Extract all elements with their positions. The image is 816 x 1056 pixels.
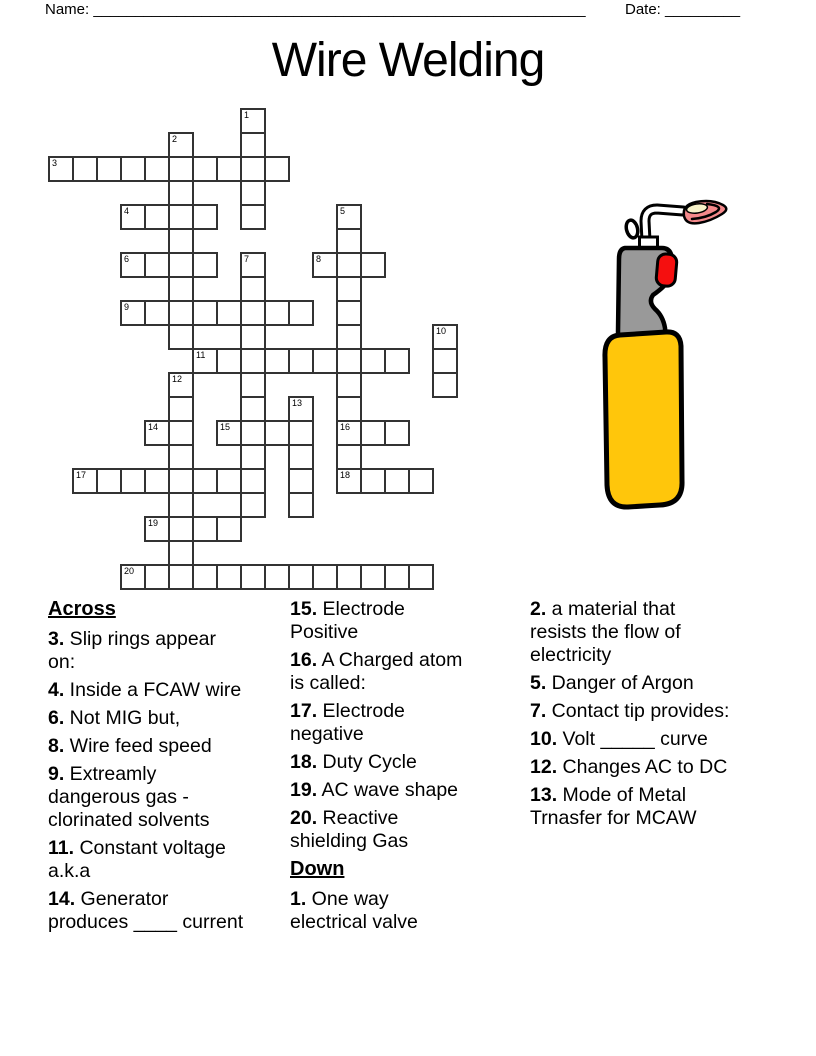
crossword-cell[interactable]	[168, 300, 194, 326]
crossword-cell[interactable]	[360, 348, 386, 374]
crossword-cell[interactable]	[312, 564, 338, 590]
clue-number: 12.	[530, 756, 558, 778]
clue-number: 20.	[290, 807, 318, 829]
crossword-cell[interactable]	[192, 204, 218, 230]
clue-6-across: 6. Not MIG but,	[48, 707, 181, 729]
clue-number: 19.	[290, 779, 318, 801]
cell-number: 11	[196, 350, 206, 360]
crossword-cell[interactable]	[72, 156, 98, 182]
crossword-cell[interactable]	[216, 156, 242, 182]
clue-number: 17.	[290, 700, 318, 722]
clue-10-down: 10. Volt _____ curve	[530, 728, 708, 750]
clue-number: 6.	[48, 707, 65, 729]
crossword-cell[interactable]	[288, 396, 314, 422]
clue-number: 16.	[290, 649, 318, 671]
crossword-cell[interactable]	[264, 420, 290, 446]
crossword-cell[interactable]	[216, 300, 242, 326]
crossword-cell[interactable]	[408, 468, 434, 494]
crossword-grid	[48, 108, 458, 590]
crossword-cell[interactable]	[336, 468, 362, 494]
clue-4-across: 4. Inside a FCAW wire	[48, 679, 242, 701]
crossword-cell[interactable]	[144, 468, 170, 494]
clue-number: 13.	[530, 784, 558, 806]
crossword-cell[interactable]	[168, 444, 194, 470]
crossword-cell[interactable]	[216, 516, 242, 542]
crossword-cell[interactable]	[336, 324, 362, 350]
cell-number: 4	[124, 206, 130, 216]
across-heading: Across	[48, 598, 116, 620]
crossword-cell[interactable]	[288, 564, 314, 590]
crossword-cell[interactable]	[120, 564, 146, 590]
crossword-cell[interactable]	[336, 228, 362, 254]
crossword-cell[interactable]	[336, 348, 362, 374]
clue-column-2	[290, 598, 470, 939]
crossword-cell[interactable]	[192, 516, 218, 542]
crossword-cell[interactable]	[240, 156, 266, 182]
cell-number: 19	[148, 518, 159, 528]
crossword-cell[interactable]	[120, 300, 146, 326]
clue-15-across: 15. Electrode Positive	[290, 598, 405, 643]
cell-number: 6	[124, 254, 130, 264]
cell-number: 12	[172, 374, 183, 384]
clue-number: 14.	[48, 888, 76, 910]
crossword-cell[interactable]	[144, 156, 170, 182]
crossword-cell[interactable]	[168, 492, 194, 518]
crossword-cell[interactable]	[168, 564, 194, 590]
crossword-cell[interactable]	[240, 276, 266, 302]
down-heading: Down	[290, 858, 345, 880]
clue-20-across: 20. Reactive shielding Gas	[290, 807, 409, 852]
crossword-cell[interactable]	[144, 564, 170, 590]
crossword-cell[interactable]	[432, 324, 458, 350]
clue-2-down: 2. a material that resists the flow of electricity	[530, 598, 681, 666]
clue-number: 18.	[290, 751, 318, 773]
clue-8-across: 8. Wire feed speed	[48, 735, 212, 757]
clue-11-across: 11. Constant voltage a.k.a	[48, 837, 226, 882]
crossword-cell[interactable]	[168, 252, 194, 278]
clue-16-across: 16. A Charged atom is called:	[290, 649, 463, 694]
crossword-cell[interactable]	[288, 300, 314, 326]
clue-19-across: 19. AC wave shape	[290, 779, 459, 801]
cell-number: 18	[340, 470, 351, 480]
crossword-cell[interactable]	[240, 468, 266, 494]
crossword-cell[interactable]	[192, 468, 218, 494]
crossword-cell[interactable]	[360, 564, 386, 590]
crossword-cell[interactable]	[72, 468, 98, 494]
name-label: Name:	[45, 1, 90, 18]
name-field	[45, 1, 586, 18]
crossword-cell[interactable]	[336, 420, 362, 446]
blow-torch-icon	[583, 193, 733, 513]
crossword-cell[interactable]	[168, 420, 194, 446]
cell-number: 10	[436, 326, 447, 336]
clue-number: 11.	[48, 837, 75, 859]
crossword-cell[interactable]	[432, 348, 458, 374]
crossword-cell[interactable]	[192, 348, 218, 374]
clue-13-down: 13. Mode of Metal Trnasfer for MCAW	[530, 784, 697, 829]
crossword-cell[interactable]	[336, 564, 362, 590]
crossword-cell[interactable]	[120, 204, 146, 230]
crossword-cell[interactable]	[168, 180, 194, 206]
crossword-cell[interactable]	[336, 300, 362, 326]
crossword-cell[interactable]	[96, 468, 122, 494]
crossword-cell[interactable]	[216, 468, 242, 494]
cell-number: 5	[340, 206, 346, 216]
torch-bottle	[605, 332, 682, 507]
crossword-cell[interactable]	[288, 348, 314, 374]
crossword-cell[interactable]	[216, 348, 242, 374]
crossword-cell[interactable]	[168, 156, 194, 182]
crossword-cell[interactable]	[288, 444, 314, 470]
crossword-cell[interactable]	[336, 252, 362, 278]
crossword-cell[interactable]	[336, 396, 362, 422]
cell-number: 9	[124, 302, 130, 312]
crossword-cell[interactable]	[168, 204, 194, 230]
crossword-cell[interactable]	[216, 420, 242, 446]
crossword-cell[interactable]	[168, 468, 194, 494]
clue-18-across: 18. Duty Cycle	[290, 751, 417, 773]
crossword-cell[interactable]	[312, 348, 338, 374]
torch-knob	[656, 253, 678, 287]
crossword-cell[interactable]	[240, 132, 266, 158]
crossword-cell[interactable]	[120, 156, 146, 182]
crossword-cell[interactable]	[240, 564, 266, 590]
cell-number: 1	[244, 110, 250, 120]
crossword-cell[interactable]	[168, 540, 194, 566]
cell-number: 15	[220, 422, 231, 432]
cell-number: 13	[292, 398, 303, 408]
crossword-cell[interactable]	[144, 300, 170, 326]
crossword-cell[interactable]	[216, 564, 242, 590]
crossword-cell[interactable]	[120, 468, 146, 494]
torch-valve-ring-icon	[624, 219, 639, 239]
crossword-cell[interactable]	[384, 348, 410, 374]
crossword-cell[interactable]	[240, 396, 266, 422]
clue-12-down: 12. Changes AC to DC	[530, 756, 728, 778]
crossword-cell[interactable]	[240, 252, 266, 278]
crossword-cell[interactable]	[168, 372, 194, 398]
crossword-cell[interactable]	[432, 372, 458, 398]
crossword-cell[interactable]	[264, 348, 290, 374]
crossword-cell[interactable]	[240, 204, 266, 230]
crossword-cell[interactable]	[336, 372, 362, 398]
crossword-cell[interactable]	[144, 516, 170, 542]
crossword-cell[interactable]	[144, 204, 170, 230]
crossword-cell[interactable]	[240, 324, 266, 350]
crossword-cell[interactable]	[288, 492, 314, 518]
crossword-cell[interactable]	[192, 156, 218, 182]
clue-column-3	[530, 598, 730, 835]
crossword-cell[interactable]	[240, 492, 266, 518]
clue-14-across: 14. Generator produces ____ current	[48, 888, 244, 933]
date-label: Date:	[625, 1, 661, 18]
crossword-cell[interactable]	[336, 204, 362, 230]
cell-number: 8	[316, 254, 322, 264]
clue-number: 8.	[48, 735, 65, 757]
crossword-cell[interactable]	[360, 252, 386, 278]
crossword-cell[interactable]	[192, 252, 218, 278]
crossword-cell[interactable]	[168, 228, 194, 254]
cell-number: 7	[244, 254, 250, 264]
crossword-cell[interactable]	[384, 468, 410, 494]
crossword-cell[interactable]	[144, 420, 170, 446]
crossword-cell[interactable]	[336, 276, 362, 302]
crossword-cell[interactable]	[288, 468, 314, 494]
clue-3-across: 3. Slip rings appear on:	[48, 628, 217, 673]
crossword-cell[interactable]	[264, 564, 290, 590]
crossword-cell[interactable]	[240, 372, 266, 398]
crossword-cell[interactable]	[240, 348, 266, 374]
crossword-cell[interactable]	[168, 276, 194, 302]
clue-number: 2.	[530, 598, 547, 620]
cell-number: 14	[148, 422, 159, 432]
crossword-cell[interactable]	[240, 444, 266, 470]
crossword-cell[interactable]	[96, 156, 122, 182]
clue-number: 1.	[290, 888, 307, 910]
cell-number: 2	[172, 134, 178, 144]
crossword-cell[interactable]	[120, 252, 146, 278]
crossword-cell[interactable]	[360, 468, 386, 494]
crossword-cell[interactable]	[168, 132, 194, 158]
crossword-cell[interactable]	[408, 564, 434, 590]
crossword-cell[interactable]	[240, 300, 266, 326]
clue-9-across: 9. Extreamly dangerous gas - clorinated solvents	[48, 763, 210, 831]
clue-number: 9.	[48, 763, 65, 785]
crossword-cell[interactable]	[336, 444, 362, 470]
clue-column-1	[48, 598, 244, 939]
crossword-cell[interactable]	[288, 420, 314, 446]
clue-17-across: 17. Electrode negative	[290, 700, 405, 745]
crossword-cell[interactable]	[240, 180, 266, 206]
clue-number: 4.	[48, 679, 65, 701]
crossword-cell[interactable]	[144, 252, 170, 278]
torch-illustration	[583, 193, 733, 513]
crossword-cell[interactable]	[48, 156, 74, 182]
clue-1-down: 1. One way electrical valve	[290, 888, 418, 933]
date-blank-line[interactable]: _________	[665, 1, 741, 18]
clue-7-down: 7. Contact tip provides:	[530, 700, 730, 722]
crossword-cell[interactable]	[384, 564, 410, 590]
name-blank-line[interactable]: ___________________________________________________________	[93, 1, 586, 18]
crossword-cell[interactable]	[168, 324, 194, 350]
crossword-cell[interactable]	[240, 420, 266, 446]
clue-number: 3.	[48, 628, 65, 650]
clue-number: 10.	[530, 728, 558, 750]
cell-number: 20	[124, 566, 135, 576]
crossword-cell[interactable]	[192, 300, 218, 326]
cell-number: 17	[76, 470, 87, 480]
page-title: Wire Welding	[271, 34, 545, 87]
crossword-cell[interactable]	[240, 108, 266, 134]
crossword-cell[interactable]	[264, 156, 290, 182]
crossword-cell[interactable]	[168, 396, 194, 422]
cell-number: 16	[340, 422, 351, 432]
clue-number: 5.	[530, 672, 547, 694]
crossword-cell[interactable]	[312, 252, 338, 278]
clue-number: 15.	[290, 598, 318, 620]
clue-5-down: 5. Danger of Argon	[530, 672, 694, 694]
cell-number: 3	[52, 158, 58, 168]
crossword-cell[interactable]	[360, 420, 386, 446]
clue-number: 7.	[530, 700, 547, 722]
crossword-cell[interactable]	[168, 516, 194, 542]
crossword-cell[interactable]	[192, 564, 218, 590]
date-field	[625, 1, 740, 18]
crossword-cell[interactable]	[264, 300, 290, 326]
crossword-cell[interactable]	[384, 420, 410, 446]
